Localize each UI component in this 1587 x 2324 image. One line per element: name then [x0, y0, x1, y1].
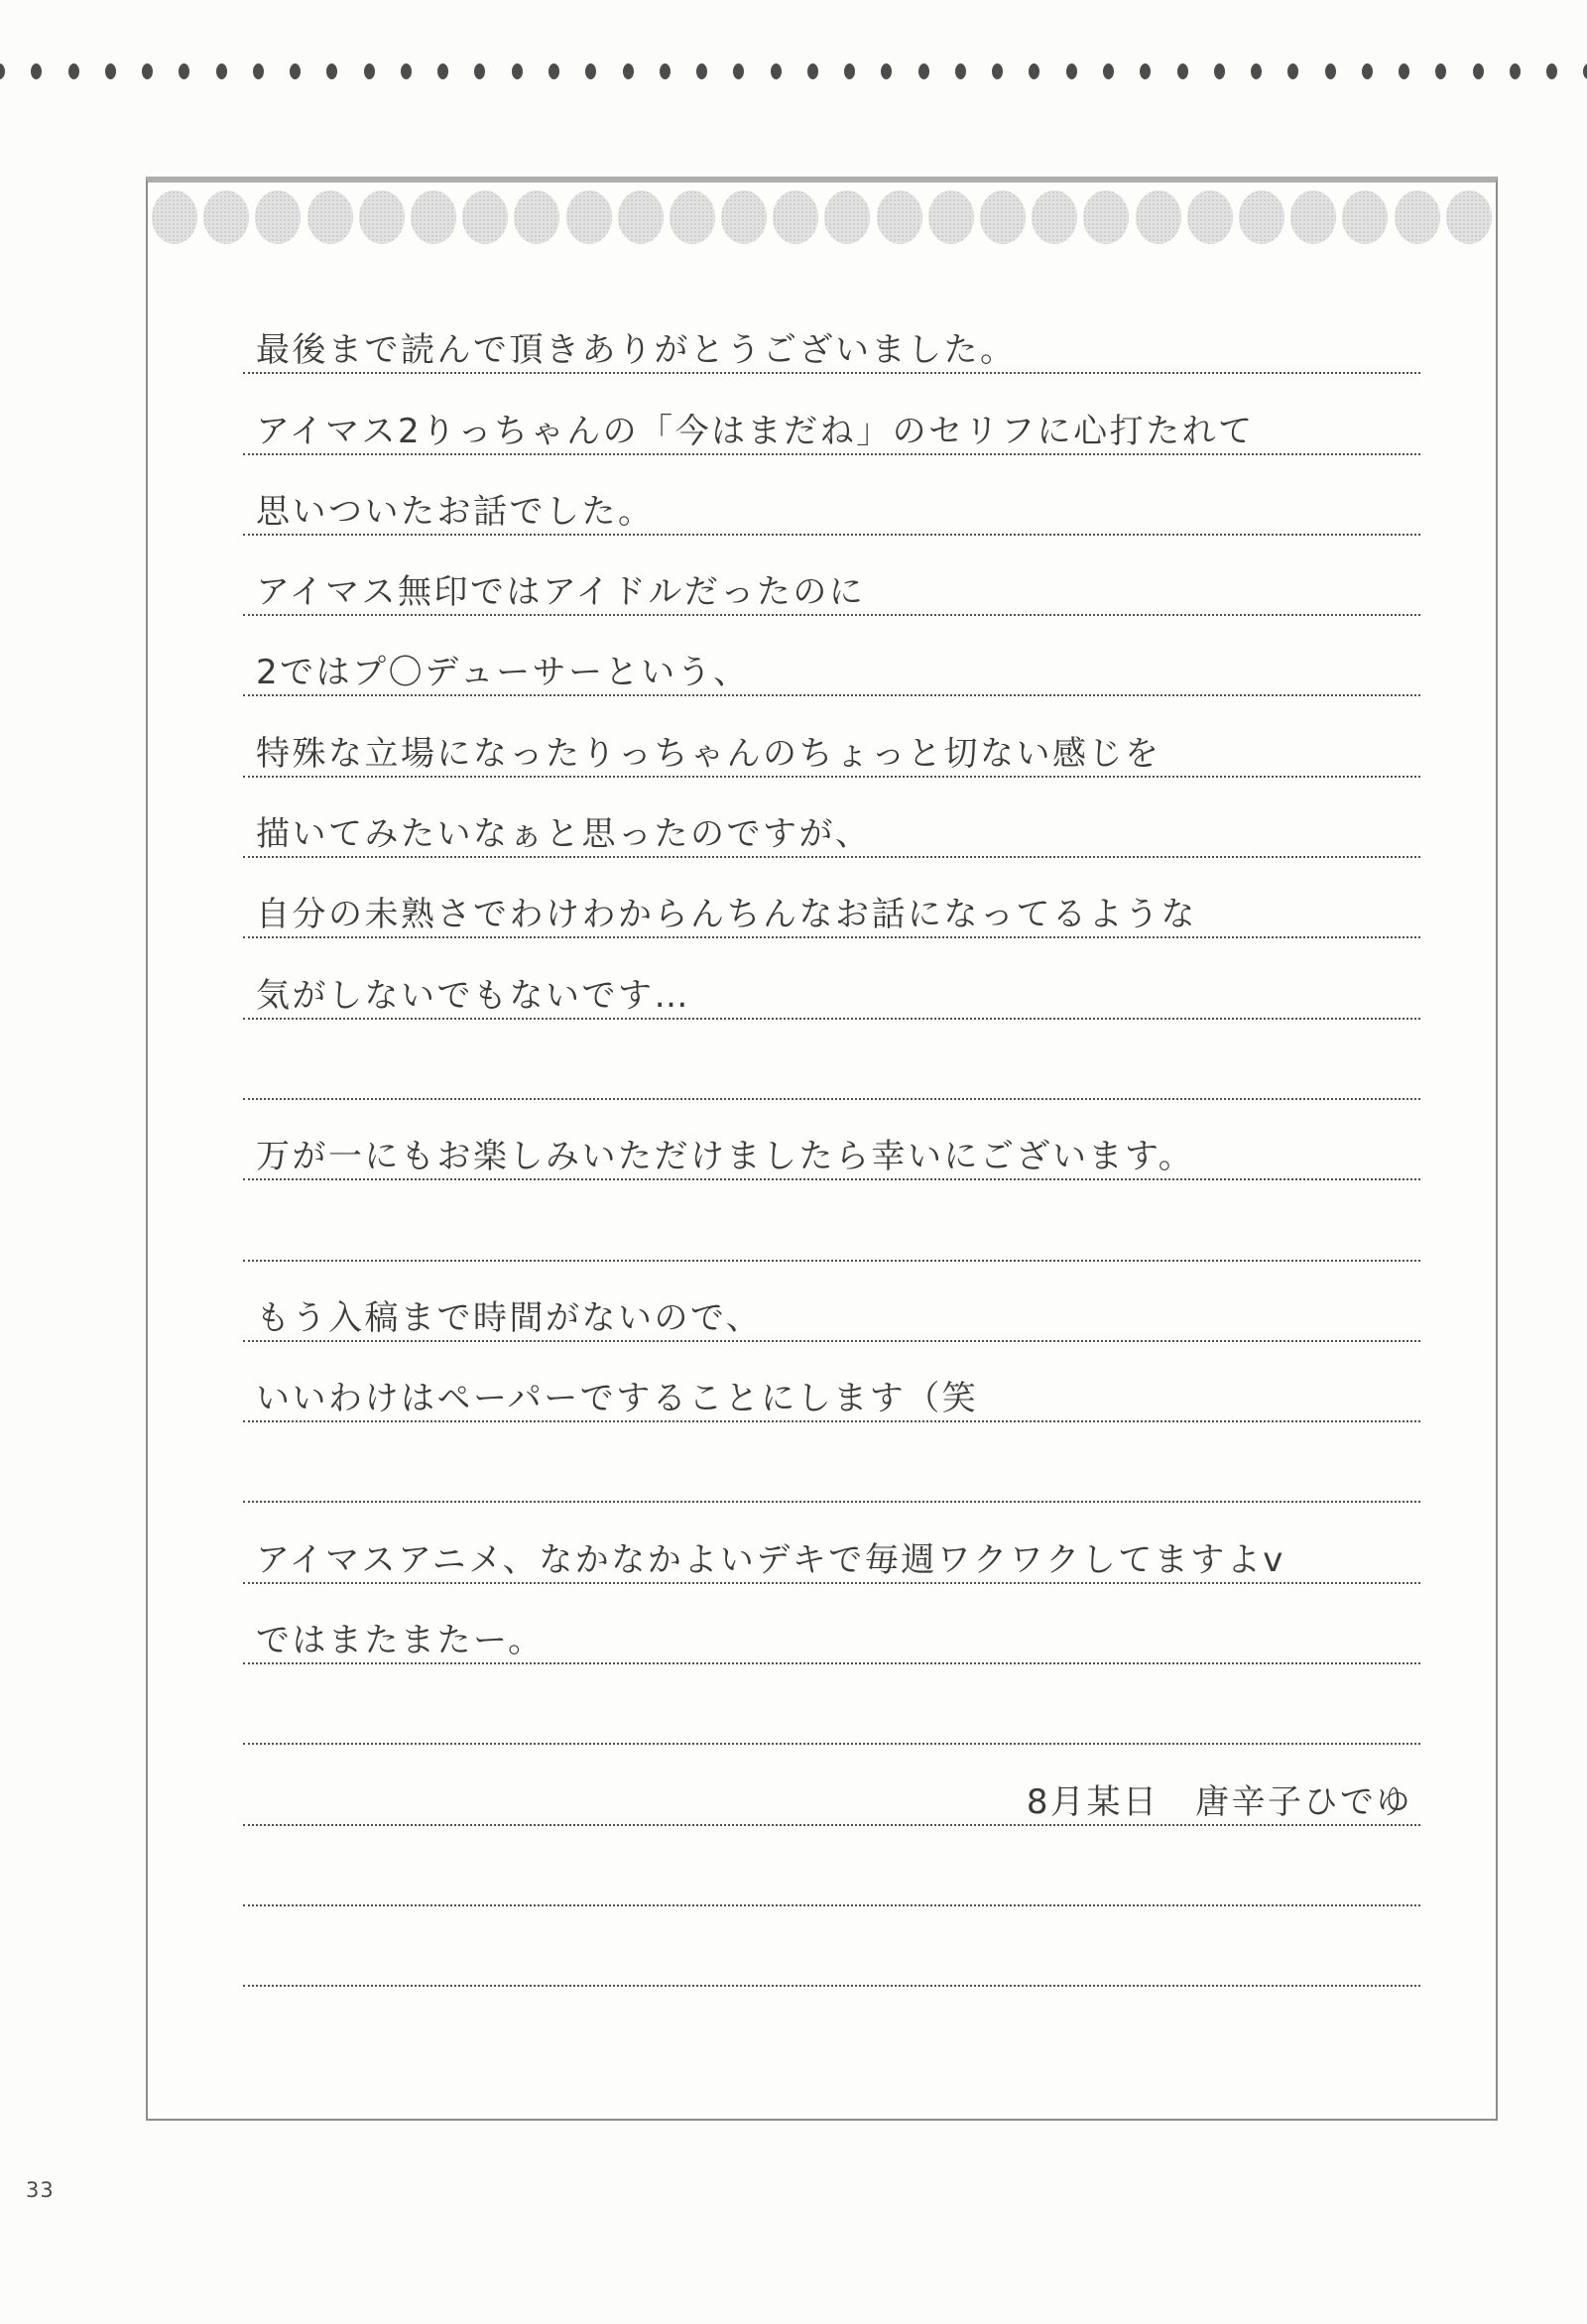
ruled-line: [243, 1422, 1420, 1503]
decor-dot: [696, 63, 707, 79]
decor-halftone-circle: [411, 190, 456, 244]
ruled-line: [243, 1262, 1420, 1342]
decor-dot: [401, 63, 412, 79]
ruled-line: [243, 696, 1420, 777]
decor-dot: [992, 63, 1003, 79]
decor-dot: [844, 63, 855, 79]
ruled-line: [243, 1584, 1420, 1664]
ruled-line: [243, 1342, 1420, 1422]
handwritten-text: もう入稿まで時間がないので、: [256, 1297, 763, 1338]
decor-halftone-circle: [1032, 190, 1077, 244]
handwritten-text: 最後まで読んで頂きありがとうございました。: [256, 330, 1017, 371]
ruled-line: [243, 1503, 1420, 1583]
decor-dot: [955, 63, 966, 79]
decor-halftone-circle: [514, 190, 559, 244]
ruled-line: [243, 1826, 1420, 1906]
ruled-line: [243, 294, 1420, 374]
decor-halftone-circle: [928, 190, 974, 244]
afterword-panel: [146, 177, 1498, 2121]
decor-halftone-circle: [359, 190, 405, 244]
decor-halftone-circle: [824, 190, 870, 244]
decor-dot: [771, 63, 782, 79]
decor-dot: [216, 63, 227, 79]
handwritten-text: ではまたまたー。: [256, 1621, 545, 1661]
decor-dot: [881, 63, 892, 79]
handwritten-text: アイマス2りっちゃんの「今はまだね」のセリフに心打たれて: [256, 411, 1255, 451]
decor-dot: [1510, 63, 1521, 79]
decor-dot: [1287, 63, 1298, 79]
handwritten-text: アイマス無印ではアイドルだったのに: [256, 572, 866, 613]
handwritten-text: 万が一にもお楽しみいただけましたら幸いにございます。: [256, 1137, 1195, 1177]
handwritten-text: 2ではプ〇デューサーという、: [256, 653, 750, 693]
decor-halftone-circle: [1083, 190, 1129, 244]
handwritten-text: 描いてみたいなぁと思ったのですが、: [256, 814, 872, 855]
decor-dot: [1362, 63, 1373, 79]
ruled-line: [243, 858, 1420, 938]
decor-dot: [179, 63, 189, 79]
decor-halftone-circle: [1136, 190, 1181, 244]
decor-halftone-circle: [773, 190, 818, 244]
decor-dot: [68, 63, 79, 79]
decor-dot: [512, 63, 523, 79]
ruled-line: [243, 616, 1420, 696]
ruled-line: [243, 938, 1420, 1019]
handwritten-text: アイマスアニメ、なかなかよいデキで毎週ワクワクしてますよv: [256, 1539, 1285, 1580]
decor-dot: [437, 63, 448, 79]
decor-halftone-circle: [307, 190, 353, 244]
ruled-line: [243, 1180, 1420, 1261]
decor-halftone-circle: [721, 190, 767, 244]
decor-halftone-circle: [203, 190, 249, 244]
decor-halftone-circle: [618, 190, 664, 244]
ruled-line: [243, 1020, 1420, 1100]
decor-dot: [364, 63, 375, 79]
decor-halftone-circle: [670, 190, 715, 244]
decor-dot: [1214, 63, 1225, 79]
decor-dot: [1251, 63, 1262, 79]
decor-dot: [290, 63, 301, 79]
decor-halftone-circle: [1187, 190, 1233, 244]
decor-dot: [474, 63, 485, 79]
handwritten-text: 自分の未熟さでわけわからんちんなお話になってるような: [256, 895, 1197, 935]
decor-dot: [1103, 63, 1114, 79]
decor-halftone-circle: [1239, 190, 1284, 244]
decor-dot: [0, 63, 5, 79]
decor-dot: [1399, 63, 1409, 79]
ruled-line: [243, 536, 1420, 616]
decor-dot: [1546, 63, 1557, 79]
decor-dot: [1435, 63, 1446, 79]
ruled-line: [243, 1906, 1420, 1987]
decor-dot: [1325, 63, 1336, 79]
ruled-line: [243, 1664, 1420, 1745]
handwritten-text: 8月某日 唐辛子ひでゆ: [1026, 1781, 1412, 1822]
decor-dot: [253, 63, 264, 79]
halftone-circle-strip: [148, 190, 1496, 244]
decor-dot: [1473, 63, 1484, 79]
ruled-line: [243, 1745, 1420, 1825]
decor-halftone-circle: [877, 190, 922, 244]
decor-halftone-circle: [1342, 190, 1388, 244]
decor-dot: [1140, 63, 1151, 79]
decor-halftone-circle: [1395, 190, 1440, 244]
decor-dot: [733, 63, 744, 79]
decor-dot: [807, 63, 818, 79]
ruled-line: [243, 455, 1420, 536]
ruled-lines: [243, 294, 1420, 1987]
decor-halftone-circle: [1290, 190, 1336, 244]
handwritten-text: いいわけはペーパーですることにします（笑: [256, 1379, 979, 1419]
decor-halftone-circle: [980, 190, 1026, 244]
decor-dot: [660, 63, 671, 79]
ruled-line: [243, 374, 1420, 454]
decor-dot: [31, 63, 42, 79]
decor-halftone-circle: [1446, 190, 1492, 244]
ruled-line: [243, 778, 1420, 858]
decor-dot: [1177, 63, 1188, 79]
decor-dot: [1066, 63, 1077, 79]
decor-halftone-circle: [566, 190, 612, 244]
decor-halftone-circle: [462, 190, 508, 244]
decor-dot: [1029, 63, 1039, 79]
ruled-line: [243, 1100, 1420, 1180]
decor-dot: [585, 63, 596, 79]
page-number: 33: [26, 2178, 55, 2202]
decor-dot: [105, 63, 116, 79]
decor-dot: [918, 63, 929, 79]
decor-dot: [1583, 63, 1587, 79]
handwritten-text: 思いついたお話でした。: [256, 491, 655, 532]
decor-halftone-circle: [255, 190, 301, 244]
decor-halftone-circle: [152, 190, 197, 244]
decor-dot: [549, 63, 559, 79]
handwritten-text: 特殊な立場になったりっちゃんのちょっと切ない感じを: [256, 733, 1161, 774]
decor-dot: [142, 63, 153, 79]
top-dot-row: [0, 63, 1587, 79]
decor-dot: [623, 63, 634, 79]
handwritten-text: 気がしないでもないです…: [256, 975, 690, 1016]
decor-dot: [326, 63, 337, 79]
